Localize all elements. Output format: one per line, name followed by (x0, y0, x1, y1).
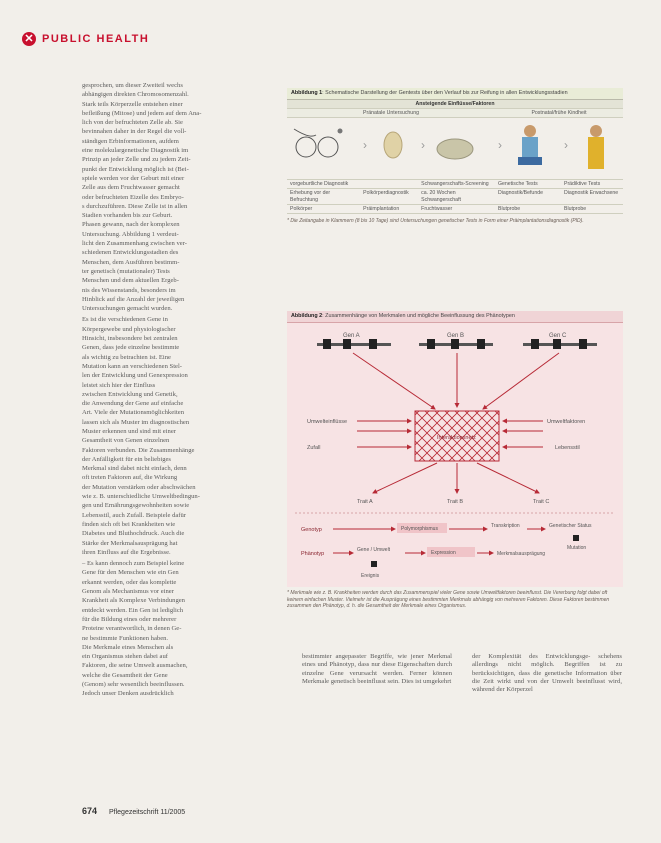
bullet-line: – Es kann dennoch zum Beispiel keine (82, 560, 185, 568)
egg-cell-icon (290, 119, 352, 175)
para-line: ständigen Erbinformationen, aufdem (82, 137, 179, 145)
fig1-sub-left: Pränatale Untersuchung (287, 109, 495, 118)
para-line: Prinzip an jeder Zelle und zu jedem Zeit- (82, 156, 191, 164)
para2-line: Art. Viele der Mutationsmöglichkeiten (82, 409, 185, 417)
para2-line: Faktoren verbunden. Die Zusammenhänge (82, 446, 195, 454)
embryo-icon (363, 119, 415, 175)
figure-1-title-text: Schematische Darstellung der Gentests über den Verlauf bis zur Reifung in allen Entwicklungsstadien (325, 90, 568, 96)
gene-b (419, 333, 493, 349)
figure-1-title: Abbildung 1: Schematische Darstellung der Gentests über den Verlauf bis zur Reifung in allen Entwicklungsstadien (287, 88, 623, 100)
bullet-line: ein Organismus stehen dabei auf (82, 653, 168, 661)
para2-line: Gesamtheit von Genen einzelnen (82, 437, 170, 445)
fig1-r1-c3: Schwangerschafts-Screening (418, 180, 495, 189)
flow-top-2: Polymorphismus (401, 525, 438, 532)
para-line: Untersuchung. Abbildung 1 verdeut- (82, 230, 179, 238)
para2-line: ihren Einfluss auf die Ergebnisse. (82, 548, 171, 556)
fig1-r1-c5: Prädiktive Tests (561, 180, 623, 189)
gene-a-label: Gen A (343, 332, 360, 339)
para2-line: Hinsicht, insbesondere bei zentralen (82, 335, 178, 343)
fig1-col-header: Ansteigende Einflüsse/Faktoren (287, 100, 623, 109)
bullet-line: erkannt werden, oder das komplette (82, 578, 177, 586)
para2-line: Muster erkennen und sind mit einer (82, 427, 176, 435)
para2-line: len der Entwicklung und Genexpression (82, 372, 188, 380)
para-line: bevinnahen daher in der Regel die voll- (82, 128, 187, 136)
fig1-r2-c2: Polkörperdiagnostik (360, 189, 418, 204)
flow-bottom-3: Expression (431, 549, 456, 556)
flow-top-1: Genotyp (301, 526, 322, 533)
flow-top-3: Transkription (491, 522, 520, 529)
svg-text:›: › (563, 138, 568, 153)
para2-line: als wichtig zu betrachten ist. Eine (82, 353, 171, 361)
para-line: Stadien vorhanden bis zur Geburt. (82, 212, 173, 220)
para2-line: wie z. B. unterschiedliche Umweltbedingun- (82, 493, 200, 501)
trait-a: Trait A (357, 498, 373, 505)
bullet-line: Die Merkmale eines Menschen als (82, 643, 174, 651)
para-line: nis des Wissenstands, besonders im (82, 286, 176, 294)
fig1-r1-c4: Genetische Tests (495, 180, 561, 189)
gene-b-label: Gen B (447, 332, 465, 339)
fig1-r2-c1: Erhebung vor der Befruchtung (287, 189, 360, 204)
fig1-r1-c2 (360, 180, 418, 189)
para2-line: lassen sich als Muster im diagnostischen (82, 418, 190, 426)
para-line: Menschen und dem aktuellen Ergeb- (82, 277, 179, 285)
bottom-note: Ereignis (361, 572, 380, 579)
gene-c-label: Gen C (549, 332, 567, 339)
fig1-r1-c1: vorgeburtliche Diagnostik (287, 180, 360, 189)
para2-line: Lebensstil, auch Zufall. Beispiele dafür (82, 511, 186, 519)
flow-bottom-2: Gene / Umwelt (357, 546, 391, 553)
para2-line: oft treten Faktoren auf, die Wirkung (82, 474, 178, 482)
fig1-sub-right: Postnatal/frühe Kindheit (495, 109, 623, 118)
para2-line: Mutation kann an verschiedenen Stel- (82, 362, 182, 370)
bullet-line: (Genom) sehr wesentlich beeinflussen. (82, 681, 185, 688)
cell-image-fetus (418, 118, 495, 180)
para-line: eine molekulargenetische Diagnostik im (82, 147, 189, 155)
bullet-line: Gene für den Menschen wie ein Gen (82, 569, 179, 577)
para2-line: der Mutation verstärken oder abschwächen (82, 483, 196, 491)
fetus-icon (421, 119, 481, 175)
fig1-r3-c5: Blutprobe (561, 204, 623, 213)
left-label-1: Umwelteinflüsse (307, 418, 348, 425)
para-line: s durchzuführen. Diese Zelle ist in allen (82, 202, 188, 210)
flow-bottom-1: Phänotyp (301, 550, 325, 557)
para2-line: finden sich oft bei Krankheiten wie (82, 520, 176, 528)
para2-line: Merkmal sind dabei nicht einfach, denn (82, 465, 187, 473)
right-label-2: Lebensstil (555, 444, 580, 451)
para-line: abhängigen direkten Chromosomenzahl. (82, 91, 189, 99)
svg-text:›: › (363, 138, 368, 153)
para-line: ter genetisch (mutationaler) Tests (82, 267, 170, 275)
journal-name: Pflegezeitschrift 11/2005 (108, 809, 186, 816)
figure-1 (287, 88, 623, 288)
para-line: gesprochen, um dieser Zweiteil wechs (82, 82, 183, 89)
fig1-r2-c4: Diagnostik/Befunde (495, 189, 561, 204)
svg-text:›: › (497, 138, 502, 153)
para2-line: Genen, dass jede einzelne bestimmte (82, 344, 180, 352)
para-line: lich von der befruchteten Zelle ab. Sie (82, 119, 183, 127)
para-line: befleißung (Mitose) und jedem auf dem Ana- (82, 109, 202, 117)
figure-1-caption: * Die Zeitangabe in Klammern (8 bis 10 Tage) sind Untersuchungen genetischer Tests in Form einer Präimplantationsdiagnostik (PID). (287, 218, 584, 225)
fig1-row-3 (287, 204, 623, 213)
figure-2-title-text: Zusammenhänge von Merkmalen und mögliche Beeinflussung des Phänotypen (325, 313, 515, 319)
para2-line: Diabetes und Bluthochdruck. Auch die (82, 530, 185, 538)
fig1-r2-c3: ca. 20 Wochen Schwangerschaft (418, 189, 495, 204)
bullet-line: Krankheit als Komplexe Verbindungen (82, 597, 185, 605)
cell-image-embryo (360, 118, 418, 180)
adult-icon (564, 119, 620, 175)
gene-a (317, 333, 391, 349)
para-line: Phasen gewann, nach der komplexen (82, 221, 180, 229)
section-title: PUBLIC HEALTH (42, 33, 150, 45)
trait-c: Trait C (533, 498, 550, 505)
para2-line: Es ist die verschiedenen Gene in (82, 316, 168, 324)
para-line: Menschen, dem Ausführen bestimm- (82, 258, 180, 266)
trait-b: Trait B (447, 498, 463, 505)
fig1-r3-c2: Präimplantation (360, 204, 418, 213)
figure-2-diagram (287, 323, 623, 585)
right-label-1: Umweltfaktoren (547, 418, 586, 425)
figure-2 (287, 311, 623, 587)
para-line: oder befruchteten Eizelle des Embryo- (82, 193, 184, 201)
para2-line: die Anwendung der Gene auf einfache (82, 400, 184, 408)
bullet-line: Proteine verantwortlich, in denen Ge- (82, 625, 182, 633)
child-icon (498, 119, 558, 175)
bottom-text-right: der Komplexität des Entwicklungsge- schehens allerdings nicht möglich. Begriffen ist zu berücksichtigen, dass die genetische Information über die Zeit wirkt und von der Umwelt beeinflusst wird, während der Körperzel (472, 653, 622, 694)
bullet-line: Jedoch unser Denken ausdrücklich (82, 690, 174, 698)
fig1-r2-c5: Diagnostik Erwachsene (561, 189, 623, 204)
cross-icon: ✕ (22, 32, 36, 46)
left-label-2: Zufall (307, 444, 321, 451)
svg-text:›: › (421, 138, 426, 153)
section-header (22, 32, 149, 46)
bullet-line: ne bestimmte Funktionen haben. (82, 634, 169, 642)
fig1-row-1 (287, 180, 623, 189)
para-line: spiele werden vor der Geburt mit einer (82, 174, 185, 182)
para-line: Stark teils Körperzelle entstehen einer (82, 100, 183, 108)
fig1-r3-c3: Fruchtwasser (418, 204, 495, 213)
fig1-r3-c1: Polkörper (287, 204, 360, 213)
left-text-column (82, 82, 278, 700)
bullet-line: für die Bildung eines oder mehrerer (82, 615, 177, 623)
fig1-r3-c4: Blutprobe (495, 204, 561, 213)
gene-c (523, 333, 597, 349)
mesh-label: Interaktionsnetz (437, 434, 476, 441)
page-footer (82, 806, 185, 816)
para-line: Zelle aus dem Fruchtwasser gemacht (82, 184, 180, 192)
flow-top-4: Genetischer Status (549, 522, 592, 529)
side-note: Mutation (567, 544, 587, 551)
para2-line: Stärke der Merkmalsausprägung hat (82, 539, 178, 547)
bullet-line: Faktoren, die seine Umwelt ausmachen, (82, 662, 188, 670)
bottom-text-middle: bestimmter angepasster Begriffe, wie jener Merkmal eines und Phänotyp, dass nur diese Eigenschaften durch einzelne Gene verursacht werden. Ferner können Merkmale genetisch beeinflusst sein. Dies ist umgekehrt (302, 653, 452, 685)
flow-bottom-4: Merkmalsausprägung (497, 550, 546, 557)
figure-2-title: Abbildung 2: Zusammenhänge von Merkmalen und mögliche Beeinflussung des Phänotypen (287, 311, 623, 323)
cell-image-adult (561, 118, 623, 180)
bullet-line: entdeckt werden. Ein Gen ist lediglich (82, 606, 184, 614)
bullet-line: welche die Gesamtheit der Gene (82, 671, 168, 679)
page-number: 674 (82, 806, 98, 816)
para-line: punkt der Entwicklung möglich ist (Bei- (82, 165, 189, 173)
bullet-line: Genom als Mechanismus vor einer (82, 588, 174, 596)
para2-line: der Anfälligkeit für ein beliebiges (82, 455, 171, 463)
figure-2-label: Abbildung 2 (291, 313, 323, 319)
cell-image-egg (287, 118, 360, 180)
para-line: schiedenen Entwicklungsstadien des (82, 249, 179, 257)
para2-line: leistet sich hier der Einfluss (82, 381, 156, 389)
figure-2-caption: * Merkmale wie z. B. Krankheiten werden durch das Zusammenspiel vieler Gene sowie Umweltfaktoren beeinflusst. Die Vererbung folgt dabei oft keinem einfachen Muster. Vielmehr ist die Ausprägung eines bestimmten Merkmals abhängig von mehreren Faktoren. Diese Faktoren bestimmen zusammen den Phänotyp, d. h. die Gesamtheit der Merkmale eines Organismus. (287, 590, 610, 610)
cell-image-child (495, 118, 561, 180)
para2-line: zwischen Entwicklung und Genetik, (82, 390, 178, 398)
fig1-row-2 (287, 189, 623, 204)
para2-line: gen und Ernährungsgewohnheiten sowie (82, 502, 190, 510)
figure-1-table (287, 100, 623, 214)
para-line: Hinblick auf die Anzahl der jeweiligen (82, 295, 185, 303)
figure-1-label: Abbildung 1 (291, 90, 323, 96)
para2-line: Körpergewebe und physiologischer (82, 325, 176, 333)
para-line: licht den Zusammenhang zwischen ver- (82, 240, 187, 248)
para-line: Untersuchungen gemacht wurden. (82, 305, 173, 313)
